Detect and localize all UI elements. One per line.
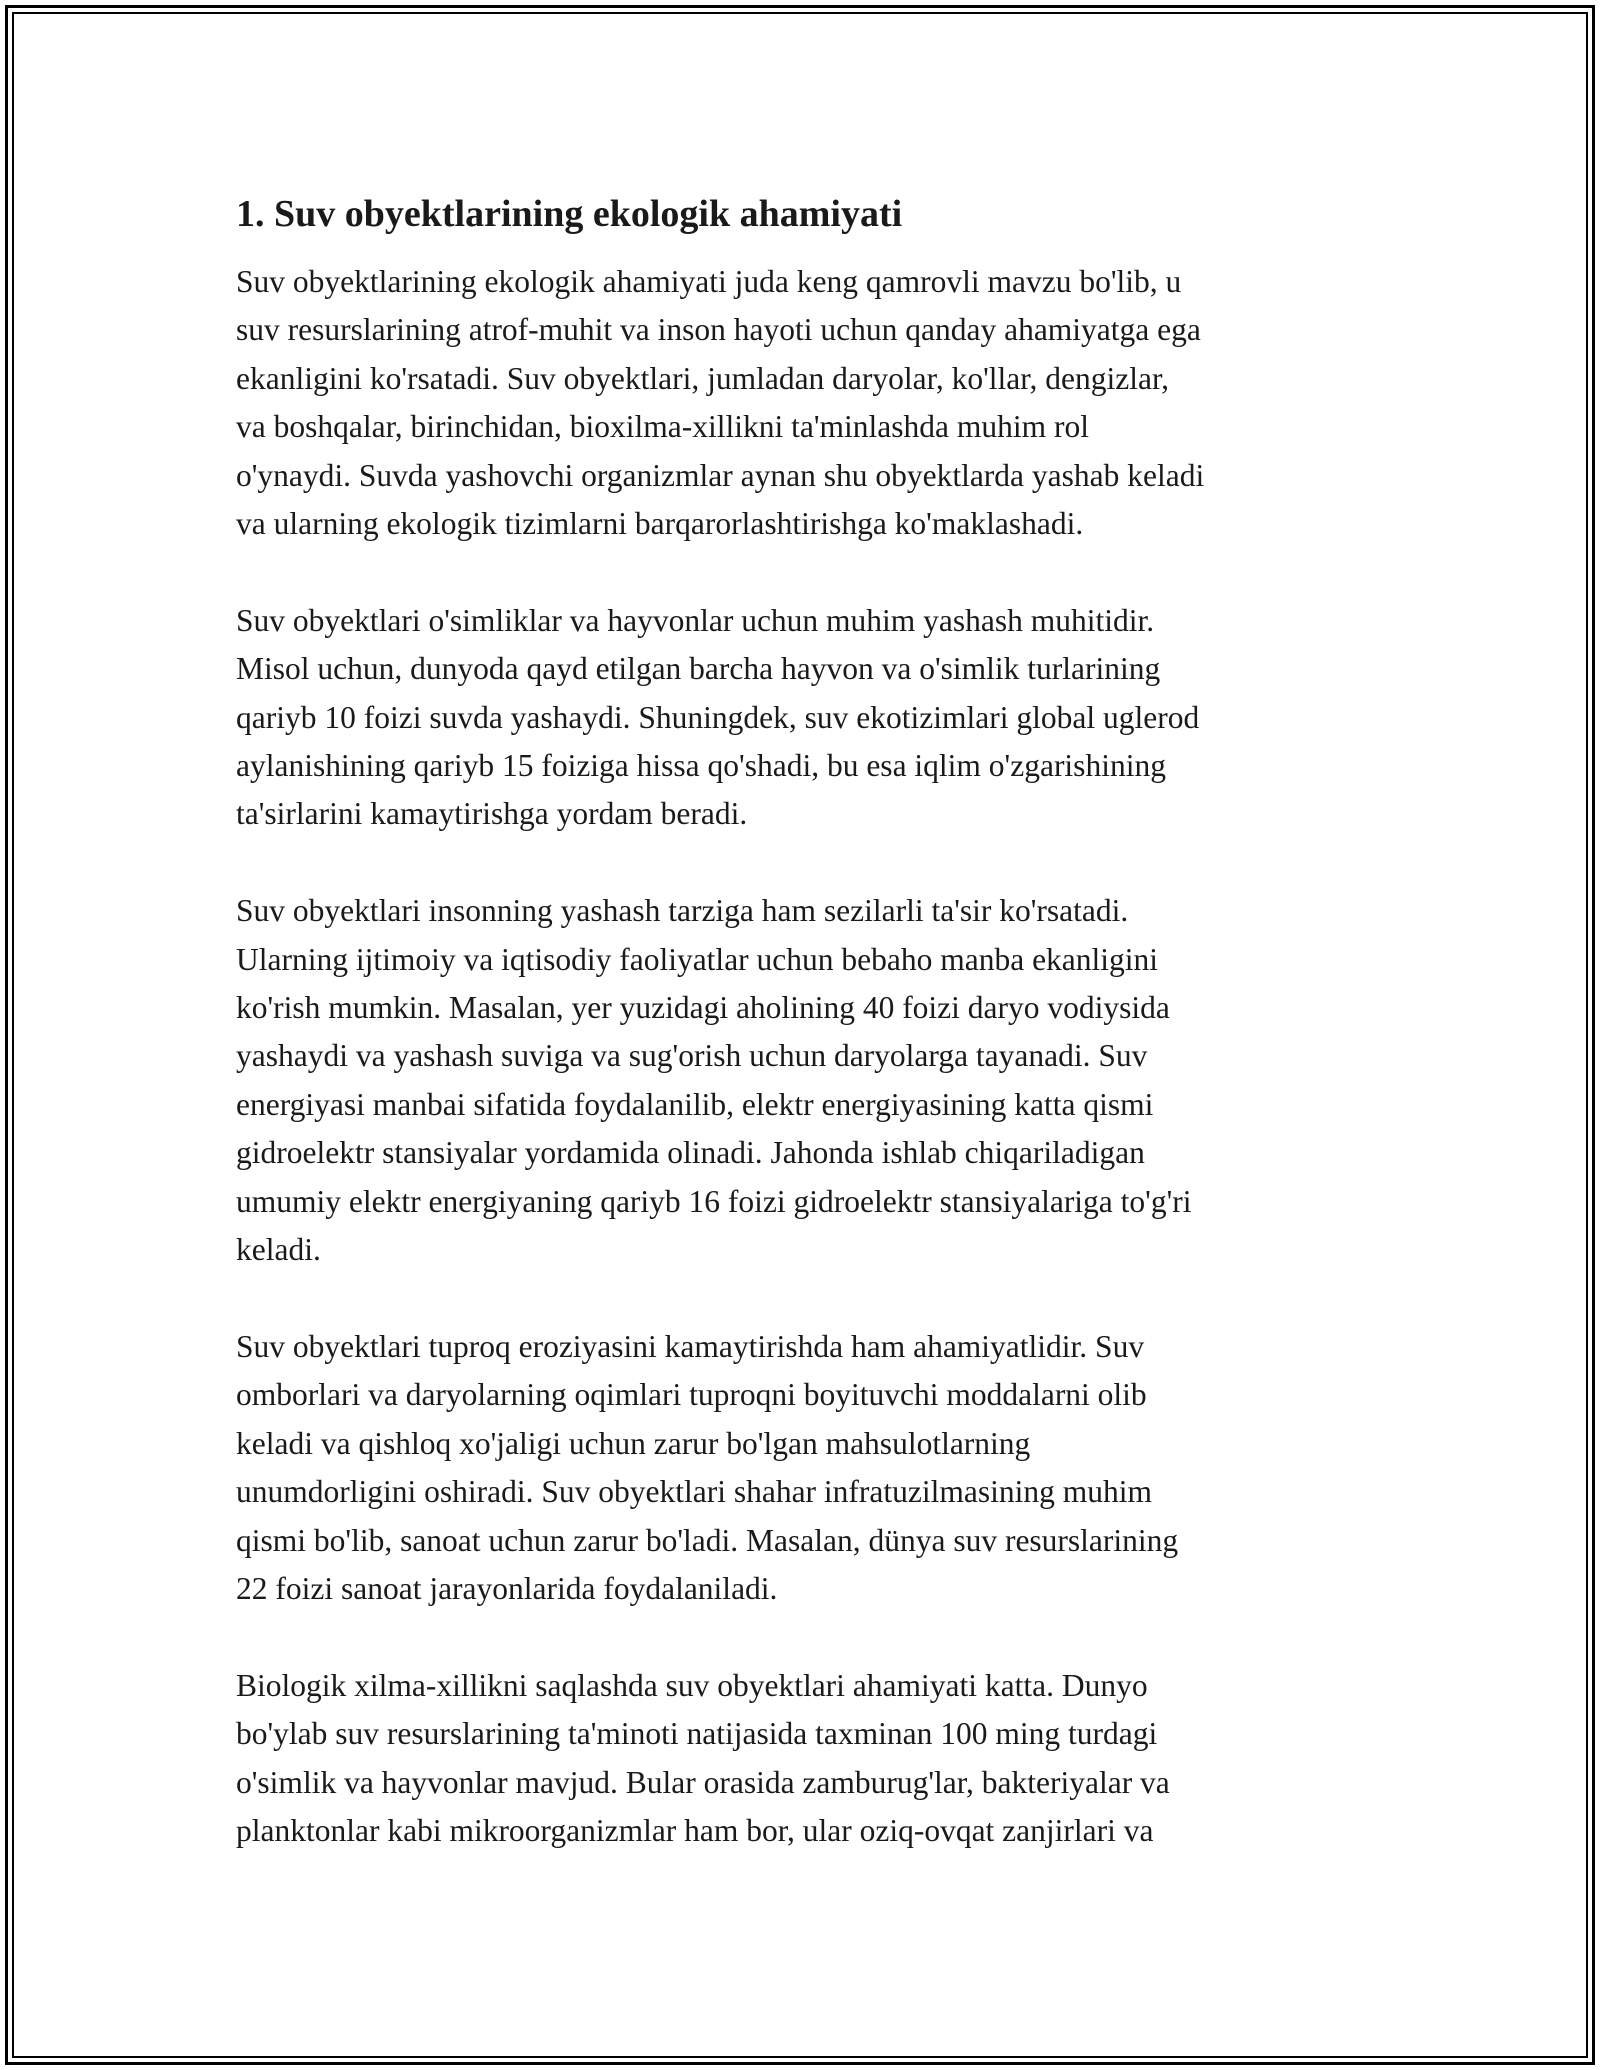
paragraph-5: Biologik xilma-xillikni saqlashda suv obyektlari ahamiyati katta. Dunyo bo'ylab suv resurslarining ta'minoti natijasida taxminan 100 ming turdagi o'simlik va hayvonlar mavjud. Bular orasida zamburug'lar, bakteriyalar va planktonlar kabi mikroorganizmlar ham bor, ular oziq-ovqat zanjirlari va xyxy=(236,1667,1170,1848)
paragraph-2: Suv obyektlari o'simliklar va hayvonlar uchun muhim yashash muhitidir. Misol uchun, dunyoda qayd etilgan barcha hayvon va o'simlik turlarining qariyb 10 foizi suvda yashaydi. Shuningdek, suv ekotizimlari global uglerod aylanishining qariyb 15 foiziga hissa qo'shadi, bu esa iqlim o'zgarishining ta'sirlarini kamaytirishga yordam beradi. xyxy=(236,602,1200,832)
paragraph-1: Suv obyektlarining ekologik ahamiyati juda keng qamrovli mavzu bo'lib, u suv resurslarining atrof-muhit va inson hayoti uchun qanday ahamiyatga ega ekanligini ko'rsatadi. Suv obyektlari, jumladan daryolar, ko'llar, dengizlar, va boshqalar, birinchidan, bioxilma-xillikni ta'minlashda muhim rol o'ynaydi. Suvda yashovchi organizmlar aynan shu obyektlarda yashab keladi va ularning ekologik tizimlarni barqarorlashtirishga ko'maklashadi. xyxy=(236,264,1205,542)
document-body xyxy=(236,190,1386,1904)
section-heading: 1. Suv obyektlarining ekologik ahamiyati xyxy=(236,193,903,235)
paragraph-3: Suv obyektlari insonning yashash tarziga ham sezilarli ta'sir ko'rsatadi. Ularning ijtimoiy va iqtisodiy faoliyatlar uchun bebaho manba ekanligini ko'rish mumkin. Masalan, yer yuzidagi aholining 40 foizi daryo vodiysida yashaydi va yashash suviga va sug'orish uchun daryolarga tayanadi. Suv energiyasi manbai sifatida foydalanilib, elektr energiyasining katta qismi gidroelektr stansiyalar yordamida olinadi. Jahonda ishlab chiqariladigan umumiy elektr energiyaning qariyb 16 foizi gidroelektr stansiyalariga to'g'ri keladi. xyxy=(236,893,1192,1268)
paragraph-4: Suv obyektlari tuproq eroziyasini kamaytirishda ham ahamiyatlidir. Suv omborlari va daryolarning oqimlari tuproqni boyituvchi moddalarni olib keladi va qishloq xo'jaligi uchun zarur bo'lgan mahsulotlarning unumdorligini oshiradi. Suv obyektlari shahar infratuzilmasining muhim qismi bo'lib, sanoat uchun zarur bo'ladi. Masalan, dünya suv resurslarining 22 foizi sanoat jarayonlarida foydalaniladi. xyxy=(236,1328,1179,1606)
